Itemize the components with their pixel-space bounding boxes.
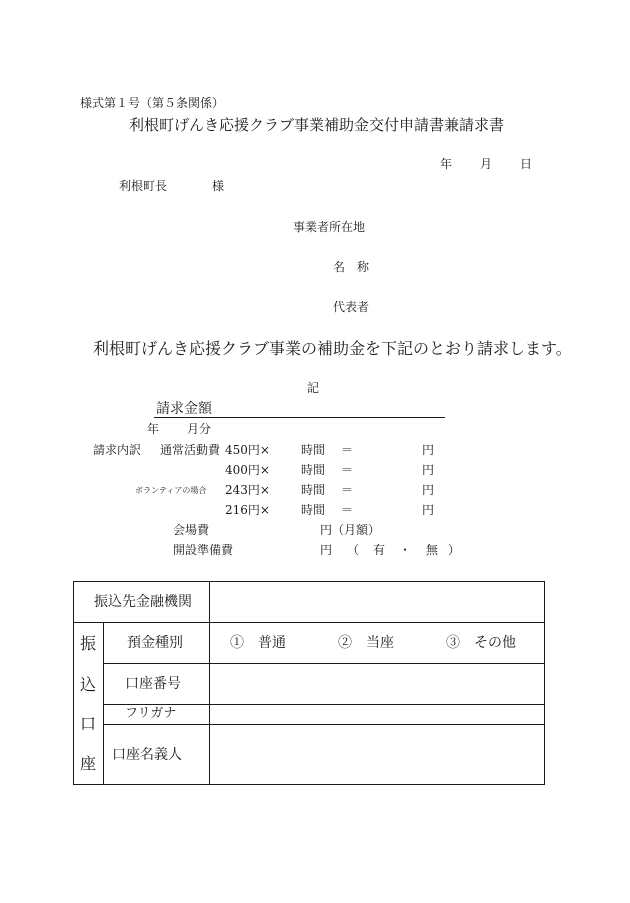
breakdown-label: 請求内訳 <box>93 443 142 457</box>
rate-row-3: 243円× <box>225 483 270 497</box>
setup-fee-label: 開設準備費 <box>173 543 234 557</box>
date-month: 月 <box>480 157 493 171</box>
rate-row-4: 216円× <box>225 503 270 517</box>
form-title: 利根町げんき応援クラブ事業補助金交付申請書兼請求書 <box>129 116 505 134</box>
account-holder-label: 口座名義人 <box>112 747 182 763</box>
rate-row-1-eq: ＝ <box>341 443 354 457</box>
bank-institution-value[interactable] <box>212 584 542 620</box>
furigana-label: フリガナ <box>125 706 177 721</box>
side-char-za: 座 <box>80 754 97 773</box>
bank-table-line <box>73 622 545 623</box>
deposit-option-current[interactable]: ② 当座 <box>338 635 394 651</box>
form-number: 様式第１号（第５条関係） <box>80 96 225 110</box>
side-char-komi: 込 <box>80 675 97 694</box>
deposit-type-label: 預金種別 <box>127 635 183 651</box>
applicant-address-label: 事業者所在地 <box>293 220 366 234</box>
date-day: 日 <box>520 157 533 171</box>
bank-table-line <box>103 622 104 785</box>
rate-row-3-yen: 円 <box>422 483 435 497</box>
setup-paren-open: （ <box>347 543 360 557</box>
bank-table-line <box>103 663 545 664</box>
venue-fee-label: 会場費 <box>173 523 210 537</box>
ki-label: 記 <box>307 381 320 395</box>
volunteer-note: ボランティアの場合 <box>135 486 207 495</box>
claim-amount-underline <box>154 417 445 418</box>
date-year: 年 <box>440 157 453 171</box>
setup-dot: ・ <box>399 543 412 557</box>
addressee-honorific: 様 <box>212 179 225 193</box>
regular-activity-label: 通常活動費 <box>160 443 221 457</box>
rate-row-4-eq: ＝ <box>341 503 354 517</box>
rate-row-3-unit: 時間 <box>301 483 326 497</box>
rate-row-2-unit: 時間 <box>301 463 326 477</box>
venue-fee-value: 円（月額） <box>320 523 381 537</box>
claim-statement: 利根町げんき応援クラブ事業の補助金を下記のとおり請求します。 <box>93 339 572 358</box>
account-number-label: 口座番号 <box>125 676 181 692</box>
applicant-representative-label: 代表者 <box>333 300 370 314</box>
bank-institution-label: 振込先金融機関 <box>94 594 192 610</box>
rate-row-2-eq: ＝ <box>341 463 354 477</box>
rate-row-3-eq: ＝ <box>341 483 354 497</box>
bank-table-line <box>103 724 545 725</box>
claim-amount-label: 請求金額 <box>156 401 212 417</box>
setup-paren-close: ） <box>448 543 461 557</box>
deposit-option-other[interactable]: ③ その他 <box>446 635 516 651</box>
rate-row-1: 450円× <box>225 443 270 457</box>
account-holder-value[interactable] <box>212 727 542 783</box>
rate-row-2-yen: 円 <box>422 463 435 477</box>
claim-period-year: 年 <box>147 422 160 436</box>
side-char-furi: 振 <box>80 634 97 653</box>
furigana-value[interactable] <box>212 706 542 723</box>
setup-yes: 有 <box>373 543 386 557</box>
rate-row-2: 400円× <box>225 463 270 477</box>
bank-table-line <box>103 704 545 705</box>
applicant-name-label: 名 称 <box>333 260 370 274</box>
setup-no: 無 <box>426 543 439 557</box>
setup-fee-yen: 円 <box>320 543 333 557</box>
bank-table-line <box>209 581 210 785</box>
rate-row-4-yen: 円 <box>422 503 435 517</box>
rate-row-1-unit: 時間 <box>301 443 326 457</box>
side-char-kuchi: 口 <box>80 714 97 733</box>
account-number-value[interactable] <box>212 666 542 702</box>
deposit-option-ordinary[interactable]: ① 普通 <box>230 635 286 651</box>
rate-row-1-yen: 円 <box>422 443 435 457</box>
rate-row-4-unit: 時間 <box>301 503 326 517</box>
claim-period-month: 月分 <box>187 422 212 436</box>
addressee: 利根町長 <box>119 179 168 193</box>
